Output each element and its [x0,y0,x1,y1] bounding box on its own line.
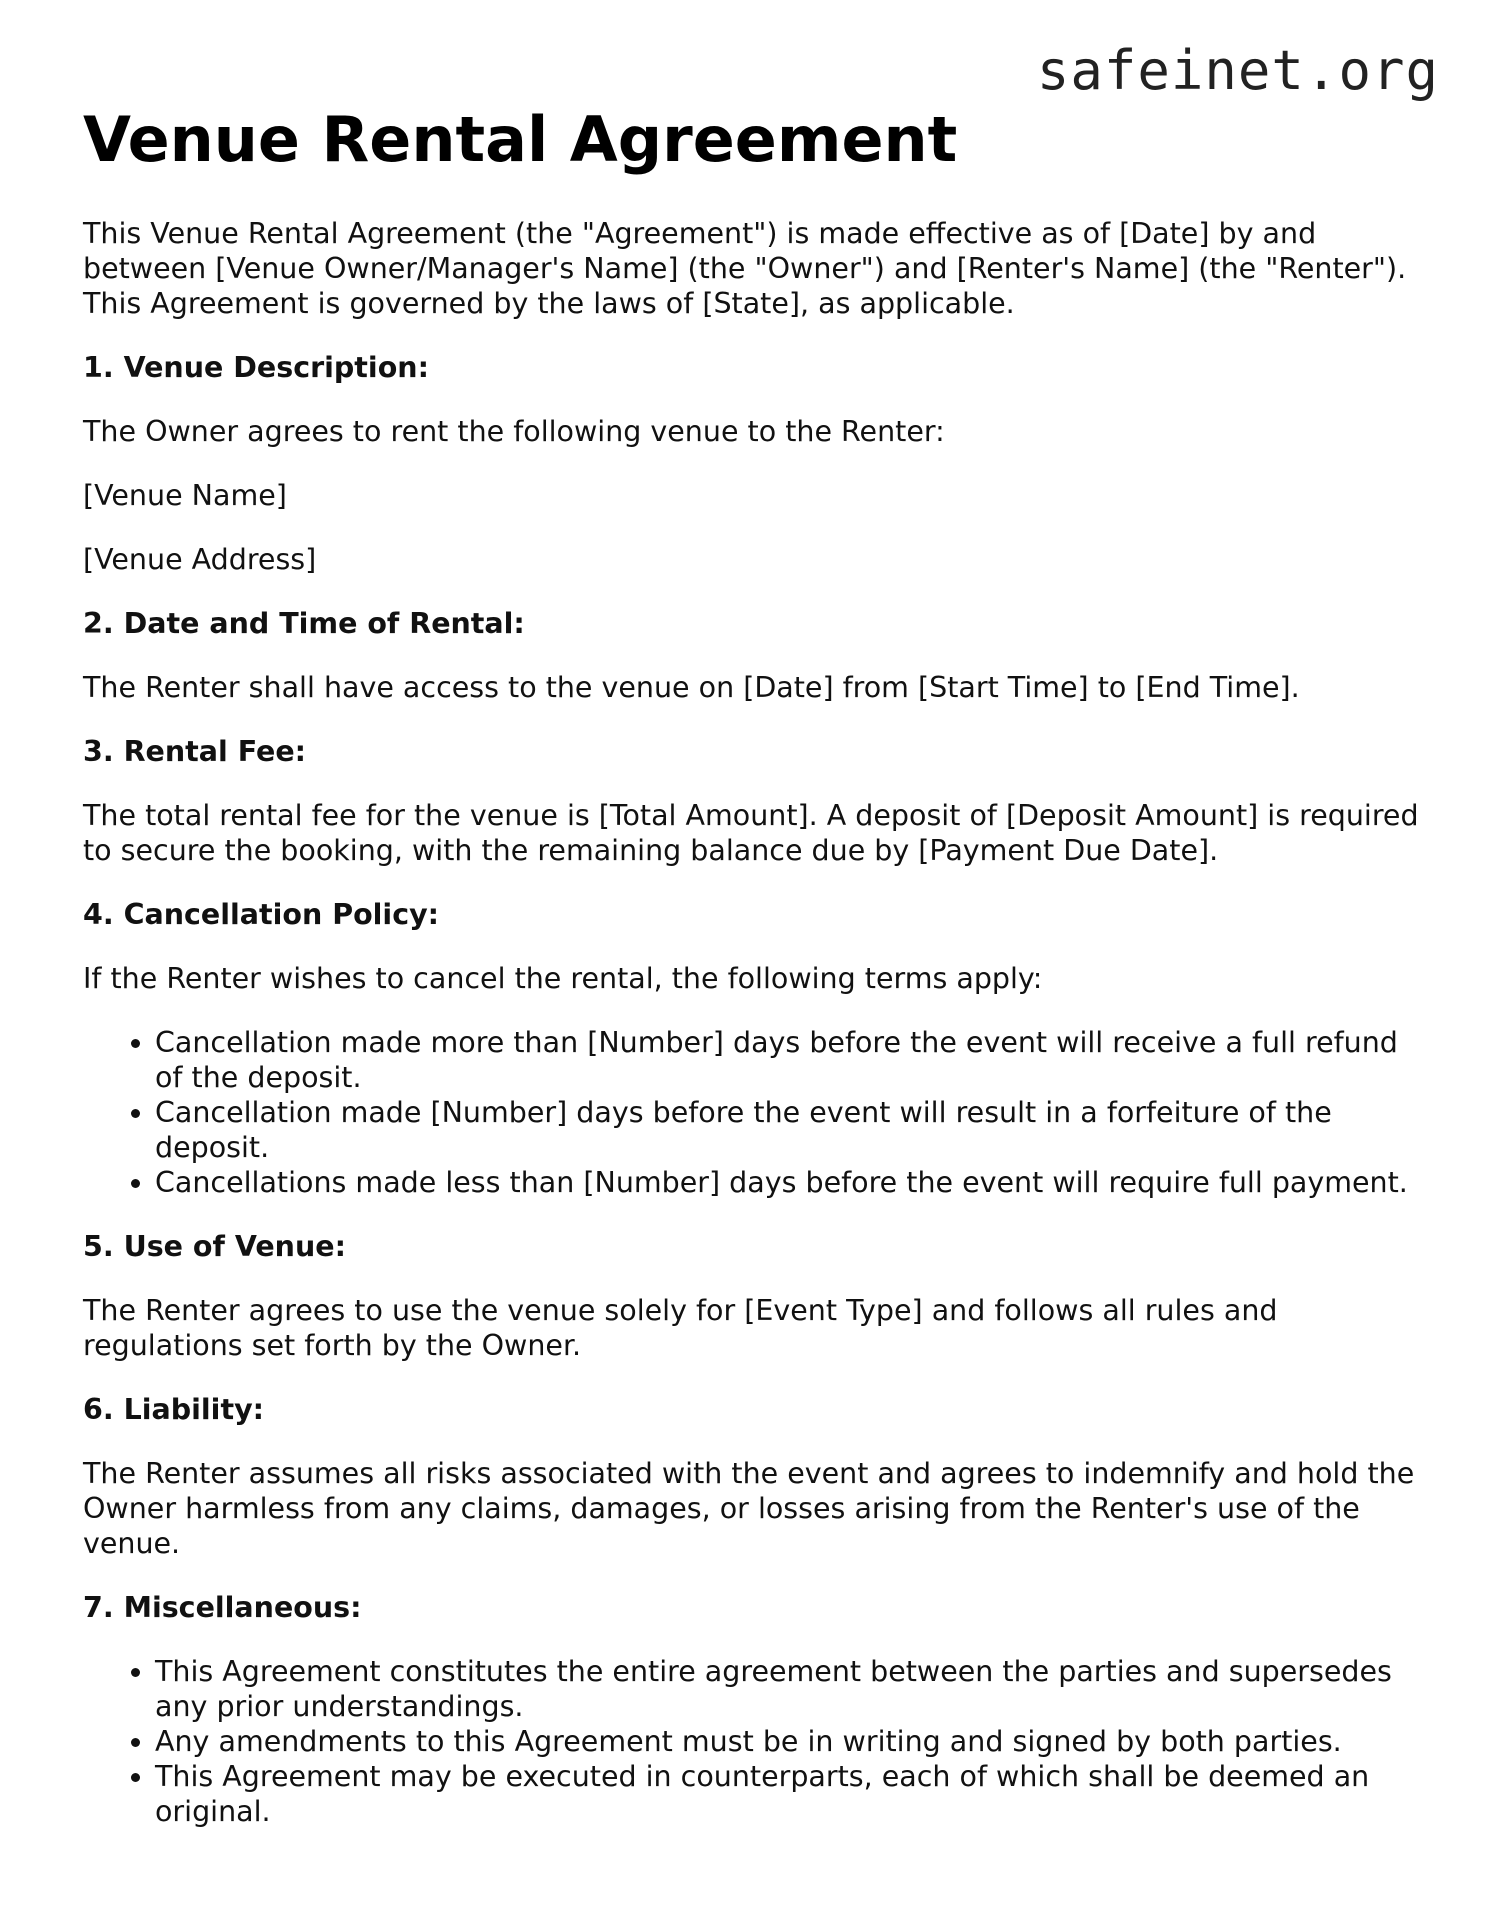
list-item: • Cancellations made less than [Number] days before the event will require full payment. [155,1165,1423,1200]
document-body [83,216,1423,1858]
fee-text: The total rental fee for the venue is [Total Amount]. A deposit of [Deposit Amount] is required to secure the booking, with the remaining balance due by [Payment Due Date]. [83,799,1419,867]
misc-list [83,1654,1423,1829]
list-item: • This Agreement may be executed in counterparts, each of which shall be deemed an original. [155,1759,1423,1829]
section-heading-cancellation: 4. Cancellation Policy: [83,898,440,931]
list-item: • Any amendments to this Agreement must be in writing and signed by both parties. [155,1724,1423,1759]
section-heading-liability: 6. Liability: [83,1393,265,1426]
list-item: • Cancellation made [Number] days before the event will result in a forfeiture of the deposit. [155,1095,1423,1165]
document-title: Venue Rental Agreement [83,103,958,176]
watermark: safeinet.org [1036,39,1439,102]
intro-paragraph: This Venue Rental Agreement (the "Agreement") is made effective as of [Date] by and between [Venue Owner/Manager's Name] (the "Owner") and [Renter's Name] (the "Renter"). This Agreement is governed by the laws of [State], as applicable. [83,217,1407,320]
section-heading-venue: 1. Venue Description: [83,351,429,384]
venue-text: The Owner agrees to rent the following venue to the Renter: [83,415,945,448]
list-item: • Cancellation made more than [Number] days before the event will receive a full refund of the deposit. [155,1025,1423,1095]
section-heading-date-time: 2. Date and Time of Rental: [83,607,525,640]
date-time-text: The Renter shall have access to the venue on [Date] from [Start Time] to [End Time]. [83,671,1300,704]
use-text: The Renter agrees to use the venue solely for [Event Type] and follows all rules and regulations set forth by the Owner. [83,1294,1278,1362]
venue-name: [Venue Name] [83,479,287,512]
section-heading-misc: 7. Miscellaneous: [83,1591,362,1624]
list-item: • This Agreement constitutes the entire agreement between the parties and supersedes any prior understandings. [155,1654,1423,1724]
liability-text: The Renter assumes all risks associated with the event and agrees to indemnify and hold the Owner harmless from any claims, damages, or losses arising from the Renter's use of the venue. [83,1457,1415,1560]
venue-address: [Venue Address] [83,543,317,576]
section-heading-use: 5. Use of Venue: [83,1230,346,1263]
cancellation-list [83,1025,1423,1200]
section-heading-fee: 3. Rental Fee: [83,735,307,768]
cancellation-text: If the Renter wishes to cancel the rental, the following terms apply: [83,962,1043,995]
